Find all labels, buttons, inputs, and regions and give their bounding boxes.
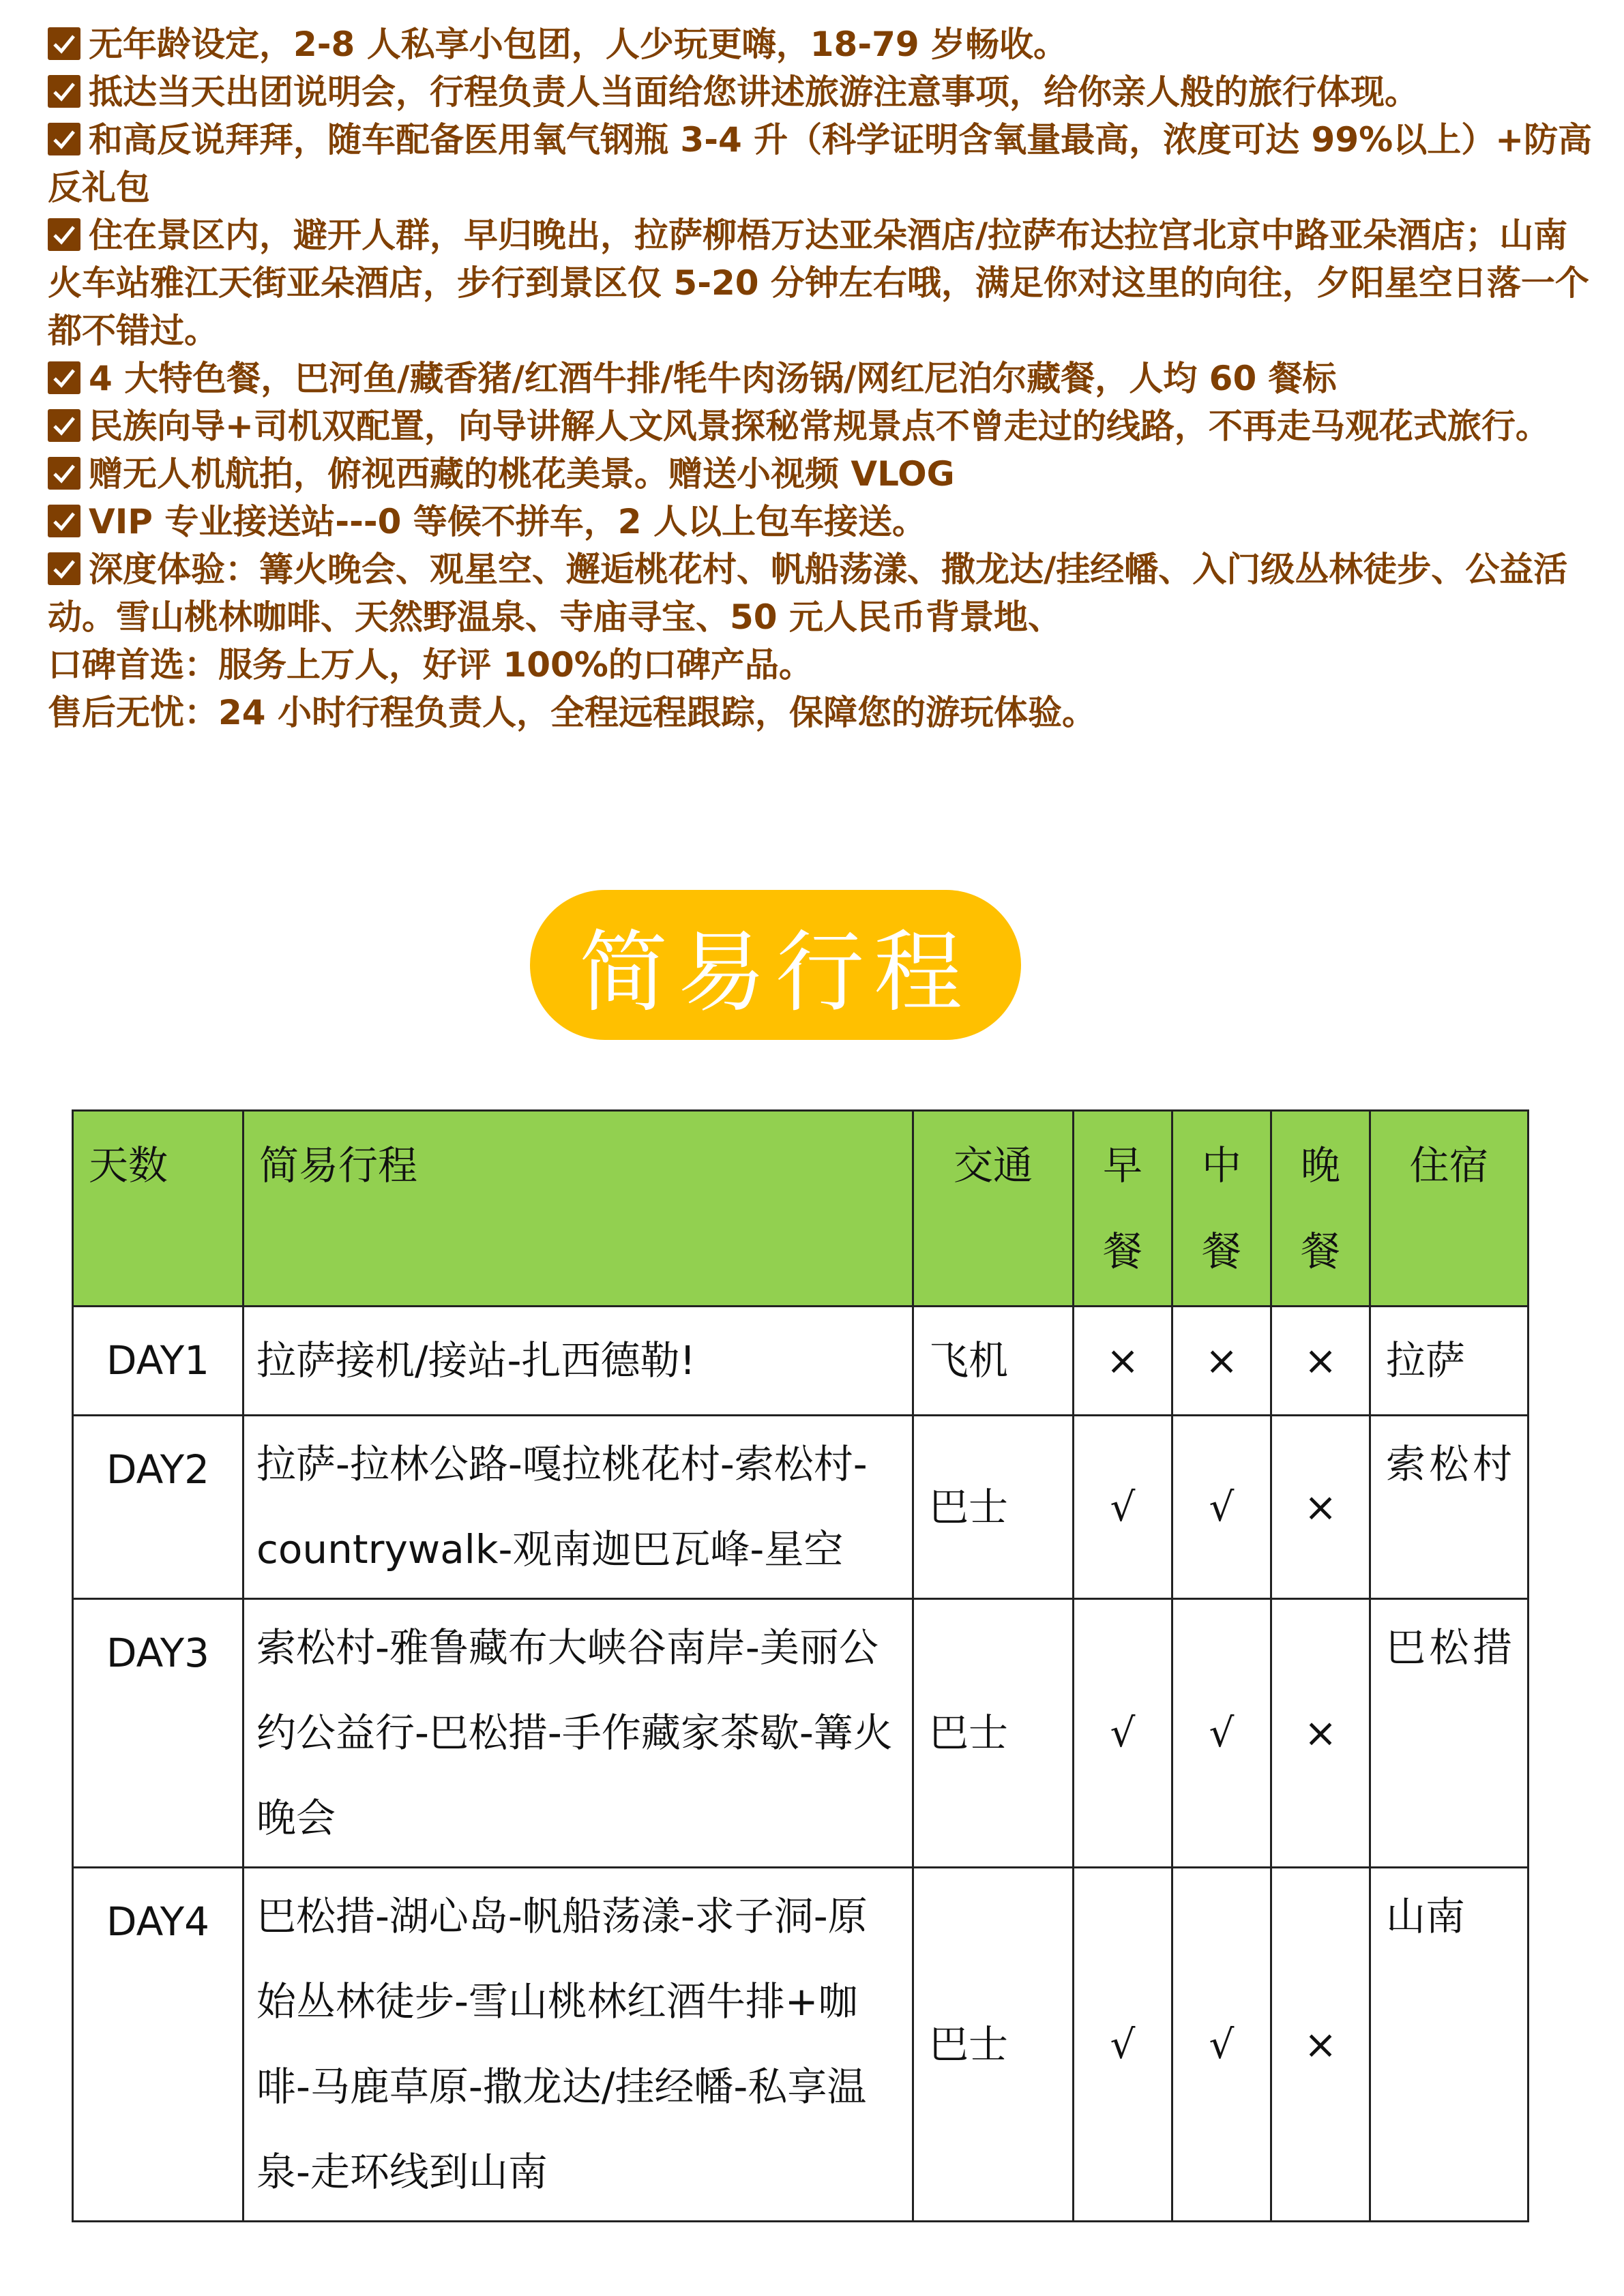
- cell-dinner: ×: [1271, 1416, 1370, 1599]
- feature-text: 和高反说拜拜，随车配备医用氧气钢瓶 3-4 升（科学证明含氧量最高，浓度可达 99%以上）+防高反礼包: [48, 120, 1593, 207]
- checkbox-checked-icon: [48, 123, 80, 155]
- cell-lunch: √: [1172, 1599, 1271, 1868]
- cell-lunch: √: [1172, 1868, 1271, 2222]
- table-row: [73, 1868, 1529, 2222]
- cell-day: DAY3: [73, 1599, 243, 1868]
- feature-text: 赠无人机航拍，俯视西藏的桃花美景。赠送小视频 VLOG: [89, 454, 955, 494]
- cell-itinerary: 巴松措-湖心岛-帆船荡漾-求子洞-原始丛林徒步-雪山桃林红酒牛排+咖啡-马鹿草原-撒龙达/挂经幡-私享温泉-走环线到山南: [243, 1868, 913, 2222]
- checkbox-checked-icon: [48, 457, 80, 490]
- cell-dinner: ×: [1271, 1868, 1370, 2222]
- cell-dinner: ×: [1271, 1307, 1370, 1416]
- cell-stay: 拉萨: [1370, 1307, 1529, 1416]
- cell-stay: 山南: [1370, 1868, 1529, 2222]
- feature-text: VIP 专业接送站---0 等候不拼车，2 人以上包车接送。: [89, 502, 927, 541]
- cell-transport: 巴士: [913, 1416, 1074, 1599]
- section-title: 简易行程: [578, 920, 972, 1024]
- feature-text: 售后无忧：24 小时行程负责人，全程远程跟踪，保障您的游玩体验。: [48, 693, 1096, 732]
- cell-day: DAY1: [73, 1307, 243, 1416]
- header-dinner: 晚 餐: [1271, 1111, 1370, 1307]
- feature-item: [48, 116, 1596, 211]
- feature-text: 4 大特色餐，巴河鱼/藏香猪/红酒牛排/牦牛肉汤锅/网红尼泊尔藏餐，人均 60 餐标: [89, 359, 1337, 398]
- feature-item: [48, 20, 1596, 68]
- cell-lunch: ×: [1172, 1307, 1271, 1416]
- feature-text: 抵达当天出团说明会，行程负责人当面给您讲述旅游注意事项，给你亲人般的旅行体现。: [89, 72, 1419, 112]
- checkbox-checked-icon: [48, 409, 80, 442]
- cell-breakfast: √: [1074, 1416, 1172, 1599]
- feature-text: 无年龄设定，2-8 人私享小包团，人少玩更嗨，18-79 岁畅收。: [89, 25, 1068, 64]
- cell-breakfast: √: [1074, 1868, 1172, 2222]
- cell-day: DAY4: [73, 1868, 243, 2222]
- checkbox-checked-icon: [48, 75, 80, 108]
- cell-itinerary: 索松村-雅鲁藏布大峡谷南岸-美丽公约公益行-巴松措-手作藏家茶歇-篝火晚会: [243, 1599, 913, 1868]
- feature-item: [48, 498, 1596, 546]
- cell-dinner: ×: [1271, 1599, 1370, 1868]
- table-row: [73, 1599, 1529, 1868]
- header-breakfast: 早 餐: [1074, 1111, 1172, 1307]
- cell-breakfast: ×: [1074, 1307, 1172, 1416]
- checkbox-checked-icon: [48, 218, 80, 251]
- feature-item: [48, 211, 1596, 355]
- feature-item: [48, 689, 1596, 736]
- header-stay: 住宿: [1370, 1111, 1529, 1307]
- feature-item: [48, 641, 1596, 689]
- itinerary-table: [72, 1109, 1529, 2222]
- checkbox-checked-icon: [48, 505, 80, 537]
- cell-stay: 索松村: [1370, 1416, 1529, 1599]
- table-header-row: [73, 1111, 1529, 1307]
- checkbox-checked-icon: [48, 361, 80, 394]
- section-title-pill: [530, 890, 1021, 1040]
- feature-item: [48, 68, 1596, 116]
- checkbox-checked-icon: [48, 27, 80, 60]
- table-row: [73, 1307, 1529, 1416]
- cell-itinerary: 拉萨-拉林公路-嘎拉桃花村-索松村-countrywalk-观南迦巴瓦峰-星空: [243, 1416, 913, 1599]
- header-transport: 交通: [913, 1111, 1074, 1307]
- feature-text: 民族向导+司机双配置，向导讲解人文风景探秘常规景点不曾走过的线路，不再走马观花式旅行。: [89, 406, 1550, 446]
- feature-text: 住在景区内，避开人群，早归晚出，拉萨柳梧万达亚朵酒店/拉萨布达拉宫北京中路亚朵酒店；山南火车站雅江天街亚朵酒店，步行到景区仅 5-20 分钟左右哦，满足你对这里的向往，夕阳星空日落一个都不错过。: [48, 215, 1589, 351]
- cell-transport: 巴士: [913, 1868, 1074, 2222]
- feature-item: [48, 355, 1596, 402]
- feature-item: [48, 402, 1596, 450]
- feature-list: [48, 20, 1596, 736]
- cell-itinerary: 拉萨接机/接站-扎西德勒!: [243, 1307, 913, 1416]
- header-itinerary: 简易行程: [243, 1111, 913, 1307]
- header-lunch: 中 餐: [1172, 1111, 1271, 1307]
- header-day: 天数: [73, 1111, 243, 1307]
- feature-item: [48, 450, 1596, 498]
- cell-breakfast: √: [1074, 1599, 1172, 1868]
- feature-text: 口碑首选：服务上万人，好评 100%的口碑产品。: [48, 645, 813, 685]
- cell-day: DAY2: [73, 1416, 243, 1599]
- feature-item: [48, 546, 1596, 641]
- cell-transport: 飞机: [913, 1307, 1074, 1416]
- checkbox-checked-icon: [48, 552, 80, 585]
- cell-transport: 巴士: [913, 1599, 1074, 1868]
- cell-stay: 巴松措: [1370, 1599, 1529, 1868]
- cell-lunch: √: [1172, 1416, 1271, 1599]
- table-row: [73, 1416, 1529, 1599]
- feature-text: 深度体验：篝火晚会、观星空、邂逅桃花村、帆船荡漾、撒龙达/挂经幡、入门级丛林徒步、公益活动。雪山桃林咖啡、天然野温泉、寺庙寻宝、50 元人民币背景地、: [48, 550, 1568, 637]
